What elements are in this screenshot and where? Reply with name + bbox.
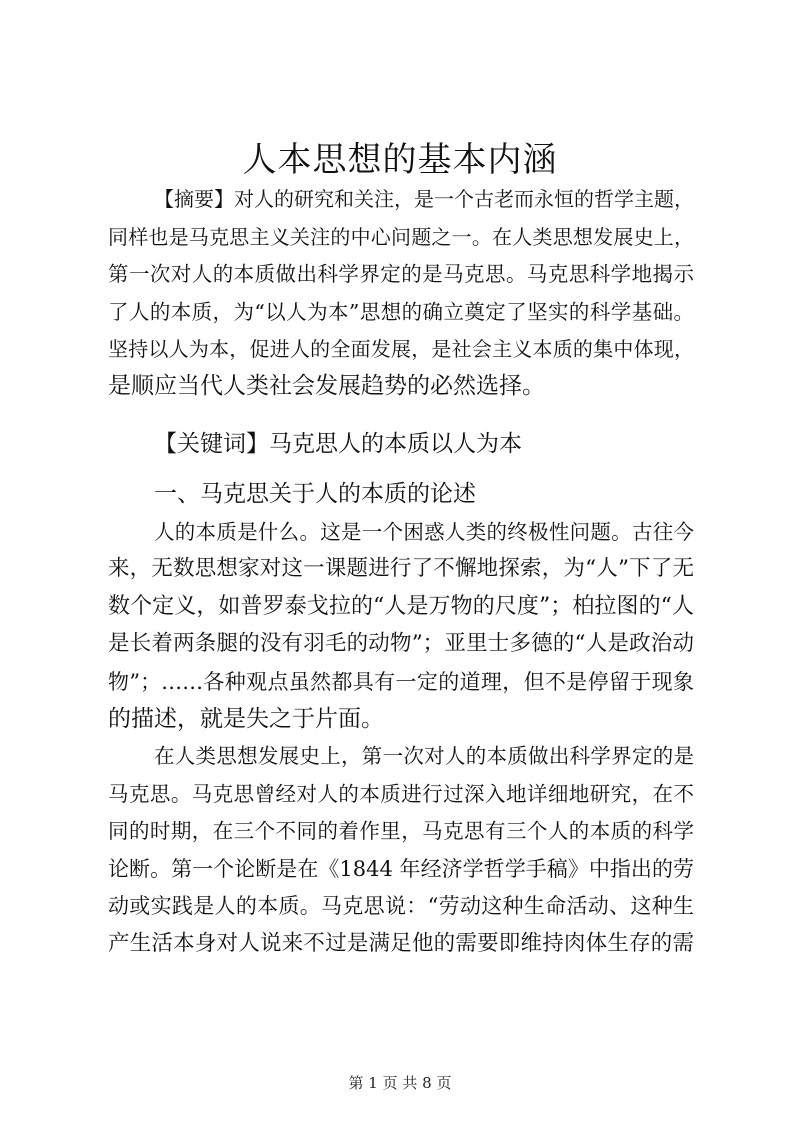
paragraph-2-line-3: 同的时期，在三个不同的着作里，马克思有三个人的本质的科学 xyxy=(108,819,694,843)
paragraph-1-line-6: 的描述，就是失之于片面。 xyxy=(108,706,384,732)
paragraph-2-line-4: 论断。第一个论断是在《1844 年经济学哲学手稿》中指出的劳 xyxy=(108,857,694,881)
paragraph-2-line-1: 在人类思想发展史上，第一次对人的本质做出科学界定的是 xyxy=(154,744,694,768)
abstract-line-3: 第一次对人的本质做出科学界定的是马克思。马克思科学地揭示 xyxy=(108,262,694,286)
paragraph-1-line-3: 数个定义，如普罗泰戈拉的“人是万物的尺度”；柏拉图的“人 xyxy=(108,594,694,619)
paragraph-1-line-5: 物”；……各种观点虽然都具有一定的道理，但不是停留于现象 xyxy=(108,670,694,694)
paragraph-1-line-4: 是长着两条腿的没有羽毛的动物”；亚里士多德的“人是政治动 xyxy=(108,631,694,656)
page-number-footer: 第 1 页 共 8 页 xyxy=(348,1074,452,1092)
paragraph-1-line-2: 来，无数思想家对这一课题进行了不懈地探索，为“人”下了无 xyxy=(108,556,694,581)
abstract-line-5: 坚持以人为本，促进人的全面发展，是社会主义本质的集中体现， xyxy=(108,337,694,361)
section-heading: 一、马克思关于人的本质的论述 xyxy=(154,481,476,507)
abstract-line-1: 【摘要】对人的研究和关注，是一个古老而永恒的哲学主题， xyxy=(154,187,694,211)
abstract-line-4: 了人的本质，为“以人为本”思想的确立奠定了坚实的科学基础。 xyxy=(108,300,694,324)
keywords-line: 【关键词】马克思人的本质以人为本 xyxy=(154,431,522,457)
paragraph-2-line-6: 产生活本身对人说来不过是满足他的需要即维持肉体生存的需 xyxy=(108,931,694,956)
paragraph-1-line-1: 人的本质是什么。这是一个困惑人类的终极性问题。古往今 xyxy=(154,520,694,544)
document-title: 人本思想的基本内涵 xyxy=(242,140,558,180)
paragraph-2-line-2: 马克思。马克思曾经对人的本质进行过深入地详细地研究，在不 xyxy=(108,782,694,806)
paragraph-2-line-5: 动或实践是人的本质。马克思说：“劳动这种生命活动、这种生 xyxy=(108,894,694,918)
abstract-line-2: 同样也是马克思主义关注的中心问题之一。在人类思想发展史上， xyxy=(108,225,694,249)
abstract-line-6: 是顺应当代人类社会发展趋势的必然选择。 xyxy=(108,373,545,399)
